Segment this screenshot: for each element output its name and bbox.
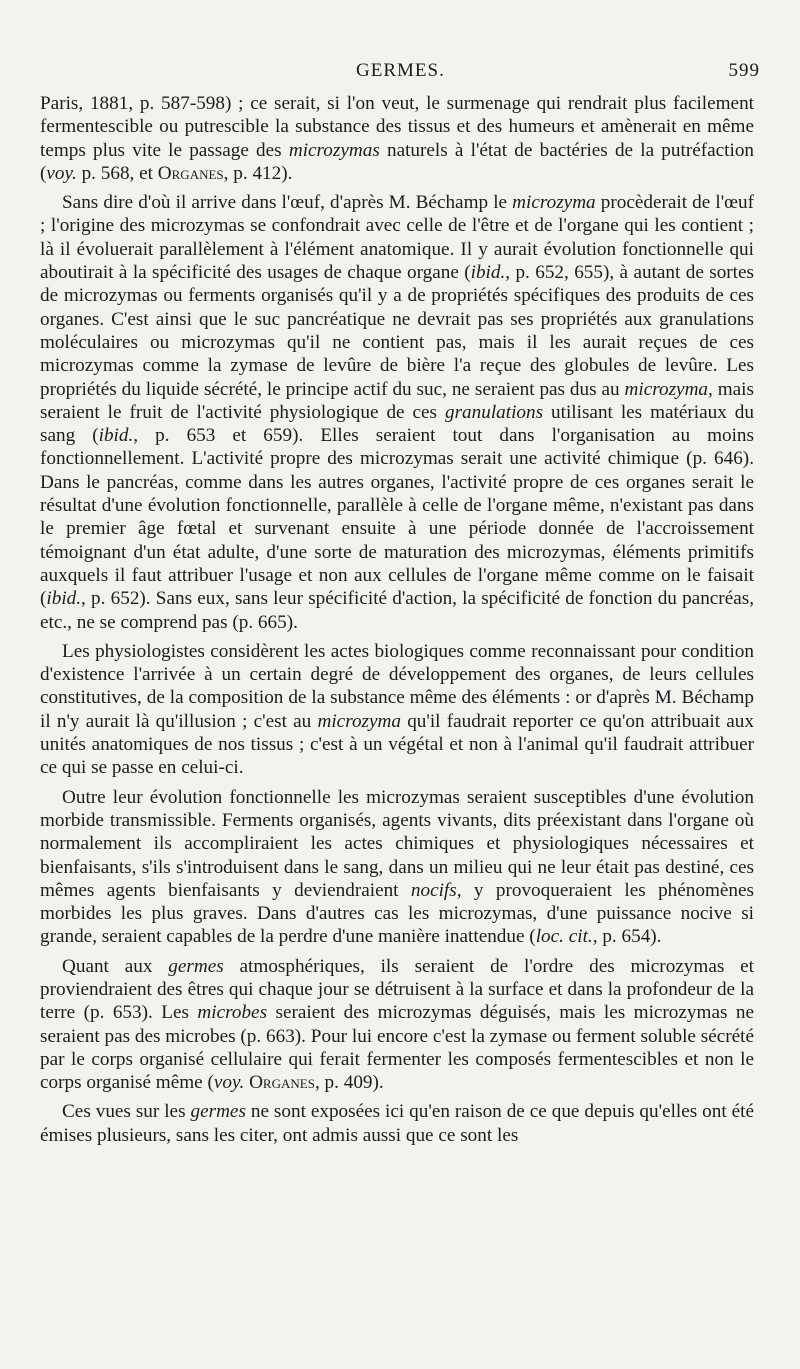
body-text <box>40 92 754 1147</box>
text-run: Ces vues sur les <box>62 1101 191 1123</box>
text-run: Quant aux <box>62 955 169 977</box>
paragraph <box>40 191 754 634</box>
text-run: ne sont exposées ici qu'en raison de ce que depuis qu'elles ont été émises plusieurs, sans les citer, ont admis aussi que ce sont les <box>40 1101 754 1146</box>
text-run: seraient des microzymas déguisés, mais les microzymas ne seraient pas des microbes (p. 663). Pour lui encore c'est la zymase ou ferment soluble sécrété par le corps organisé cellulaire qui ferait fermenter les composés fermentescibles et non le corps organisé même ( <box>40 1002 754 1094</box>
text-run: , p. 652, 655), à autant de sortes de microzymas ou ferments organisés qu'il y a de propriétés spécifiques des produits de ces organes. C'est ainsi que le suc pancréatique ne devrait pas ses propriétés aux granulations moléculaires ou microzymas qu'il ne contient pas, mais il les aurait reçues de ces microzymas comme la zymase de levûre de bière l'a reçue des globules de levûre. Les propriétés du liquide sécrété, le principe actif du suc, ne seraient pas dus au <box>40 262 754 400</box>
italic-text: microzyma <box>512 192 596 214</box>
small-caps-text: Organes <box>157 162 224 184</box>
italic-text: voy. <box>46 162 77 184</box>
text-run: Outre leur évolution fonctionnelle les microzymas seraient susceptibles d'une évolution morbide transmissible. Ferments organisés, agents vivants, dits préexistant dans l'organe où normalement ils accompliraient les actes chimiques et physiologiques nécessaires et bienfaisants, s'ils s'introduisent dans le sang, dans un milieu qui ne leur était pas destiné, ces mêmes agents bienfaisants y deviendraient <box>40 786 754 901</box>
running-head-title: GERMES. <box>356 60 445 81</box>
italic-text: ibid. <box>46 588 82 610</box>
paragraph <box>40 786 754 949</box>
paragraph <box>40 640 754 780</box>
text-run: Les physiologistes considèrent les actes biologiques comme reconnaissant pour condition d'existence l'arrivée à un certain degré de développement des organes, de leurs cellules constitutives, de la composition de la substance même des éléments : or d'après M. Béchamp il n'y aurait là qu'illusion ; c'est au <box>40 640 754 732</box>
small-caps-text: Organes <box>249 1072 315 1094</box>
italic-text: ibid. <box>470 262 506 284</box>
italic-text: microzyma, <box>624 378 713 400</box>
italic-text: microzymas <box>288 139 380 161</box>
italic-text: granulations <box>444 401 544 423</box>
text-run: utilisant les matériaux du sang ( <box>40 401 754 447</box>
text-run: , p. 654). <box>592 926 662 948</box>
italic-text: germes <box>190 1101 246 1123</box>
paragraph <box>40 92 754 185</box>
text-run: Paris, 1881, p. 587-598) ; ce serait, si l'on veut, le surmenage qui rendrait plus facilement fermentescible ou putrescible la substance des tissus et des humeurs et amènerait en même temps plus vite le passage des <box>40 93 754 161</box>
text-run: , p. 652). Sans eux, sans leur spécificité d'action, la spécificité de fonction du pancréas, etc., ne se comprend pas (p. 665). <box>40 588 754 633</box>
italic-text: ibid. <box>98 425 134 447</box>
italic-text: nocifs, <box>410 879 462 901</box>
text-run: qu'il faudrait reporter ce qu'on attribuait aux unités anatomiques de nos tissus ; c'est à un végétal et non à l'animal qu'il faudrait attribuer ce qui se passe en celui-ci. <box>40 710 754 779</box>
italic-text: microzyma <box>317 710 401 732</box>
italic-text: microbes <box>197 1002 268 1024</box>
italic-text: voy. <box>213 1072 245 1094</box>
text-run: p. 568, et <box>76 162 158 184</box>
paragraph <box>40 955 754 1095</box>
text-run: , p. 412). <box>223 162 293 184</box>
italic-text: germes <box>168 955 224 977</box>
text-run: naturels à l'état de bactéries de la putréfaction ( <box>40 139 755 184</box>
text-run: , p. 653 et 659). Elles seraient tout dans l'organisation au moins fonctionnellement. L'activité propre des microzymas serait une activité chimique (p. 646). Dans le pancréas, comme dans les autres organes, l'activité propre de ces organes serait le résultat d'une évolution fonctionnelle, parallèle à celle de l'organe même, n'existant pas dans le premier âge fœtal et survenant ensuite à une période donnée de l'accroissement témoignant d'un état adulte, d'une sorte de maturation des microzymas, éléments primitifs auxquels il faut attribuer l'usage et non aux cellules de l'organe même comme on le faisait ( <box>40 425 754 610</box>
running-head <box>0 60 800 90</box>
text-run: y provoqueraient les phénomènes morbides les plus graves. Dans d'autres cas les microzymas, d'une puissance nocive si grande, seraient capables de la perdre d'une manière inattendue ( <box>40 879 754 948</box>
italic-text: loc. cit. <box>535 926 593 948</box>
text-run: atmosphériques, ils seraient de l'ordre des microzymas et proviendraient des êtres qui chaque jour se détruisent à la surface et dans la profondeur de la terre (p. 653). Les <box>40 955 754 1024</box>
text-run: , p. 409). <box>314 1072 384 1094</box>
text-run: Sans dire d'où il arrive dans l'œuf, d'après M. Béchamp le <box>62 192 513 214</box>
paragraph <box>40 1100 754 1147</box>
page-number: 599 <box>728 60 760 81</box>
text-run: mais seraient le fruit de l'activité physiologique de ces <box>40 378 754 423</box>
text-run: procèderait de l'œuf ; l'origine des microzymas se confondrait avec celle de l'être et de l'organe qui les contient ; là il évoluerait parallèlement à l'élément anatomique. Il y aurait évolution fonctionnelle qui aboutirait à la spécificité des usages de chaque organe ( <box>40 192 754 284</box>
